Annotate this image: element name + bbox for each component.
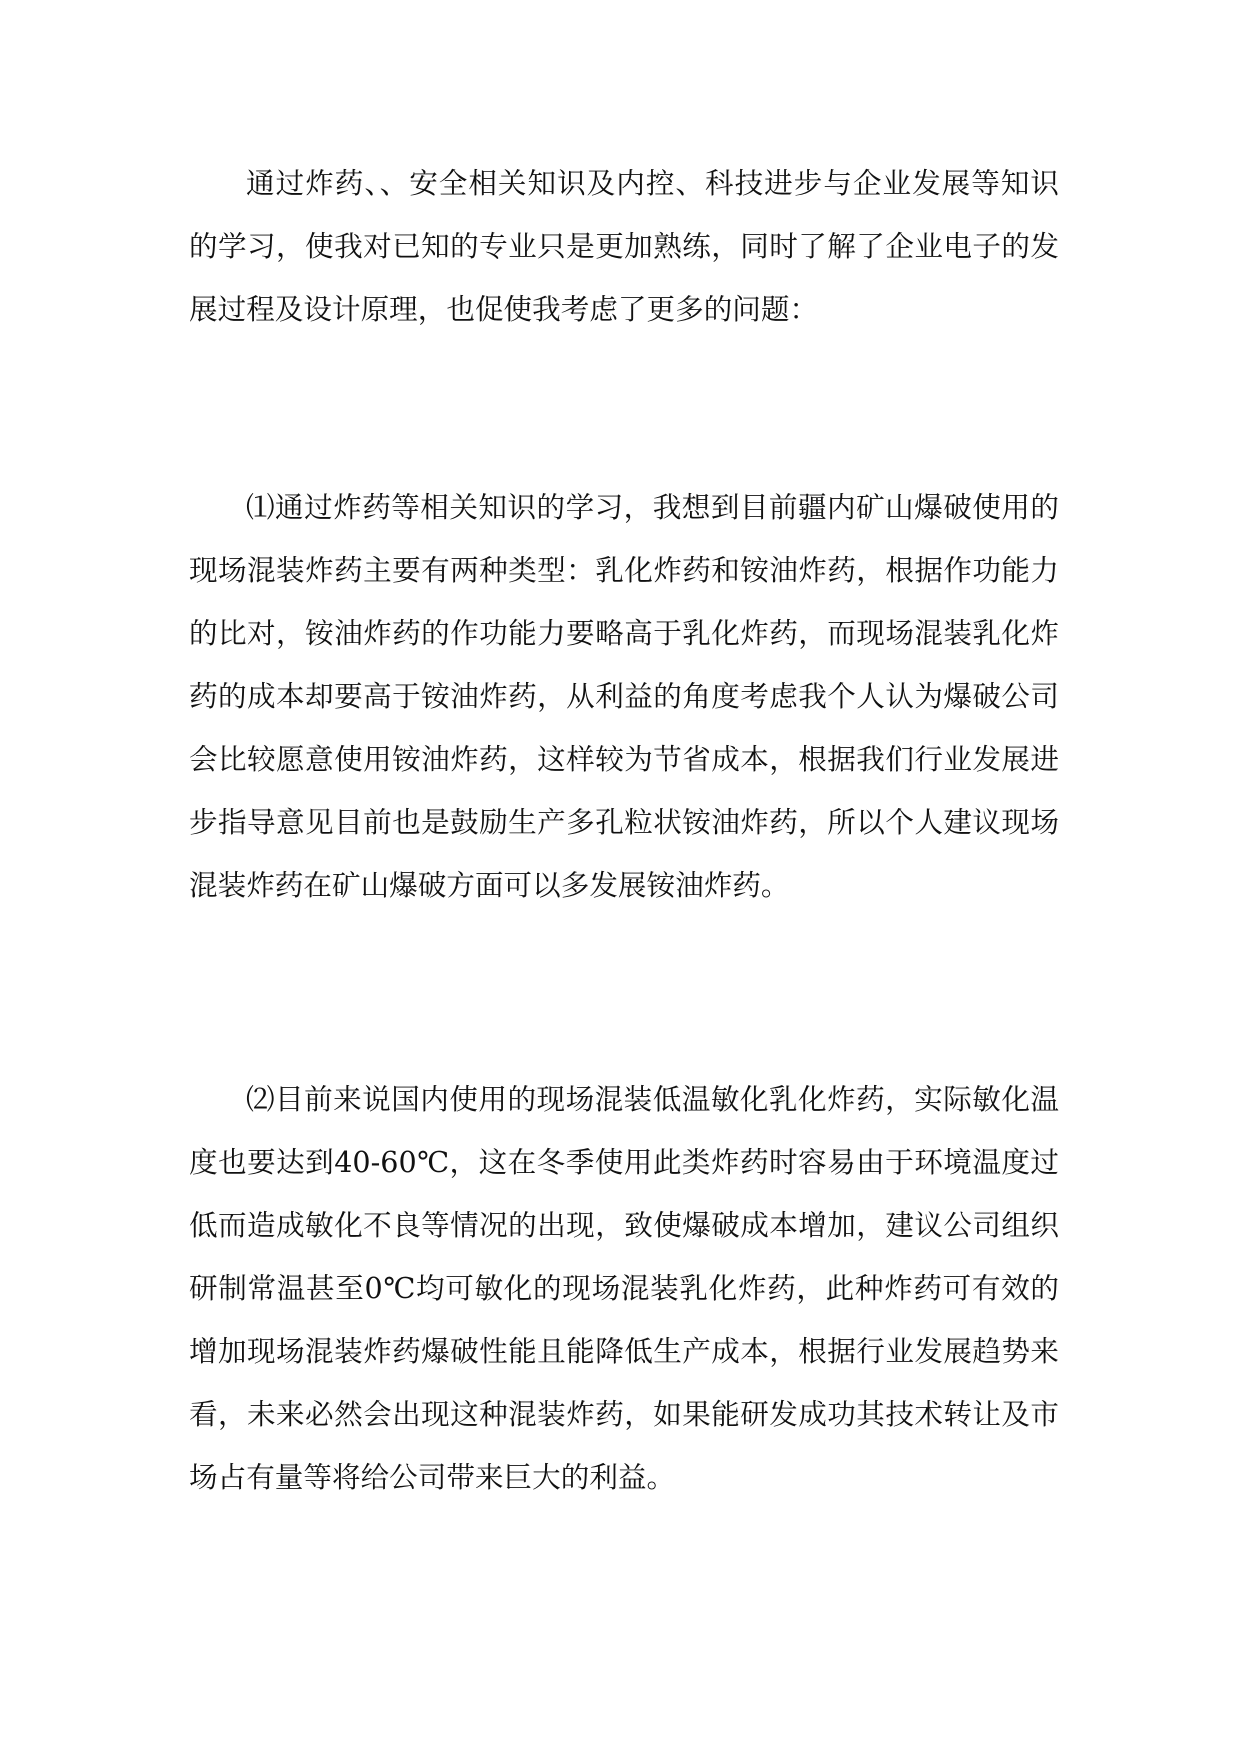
point-2-paragraph: ⑵目前来说国内使用的现场混装低温敏化乳化炸药，实际敏化温度也要达到40-60℃，这在冬季使用此类炸药时容易由于环境温度过低而造成敏化不良等情况的出现，致使爆破成本增加，建议公司组织研制常温甚至0℃均可敏化的现场混装乳化炸药，此种炸药可有效的增加现场混装炸药爆破性能且能降低生产成本，根据行业发展趋势来看，未来必然会出现这种混装炸药，如果能研发成功其技术转让及市场占有量等将给公司带来巨大的利益。 <box>189 1082 1059 1494</box>
intro-paragraph: 通过炸药、、安全相关知识及内控、科技进步与企业发展等知识的学习，使我对已知的专业只是更加熟练，同时了解了企业电子的发展过程及设计原理，也促使我考虑了更多的问题： <box>189 166 1059 326</box>
point-1-paragraph: ⑴通过炸药等相关知识的学习，我想到目前疆内矿山爆破使用的现场混装炸药主要有两种类型：乳化炸药和铵油炸药，根据作功能力的比对，铵油炸药的作功能力要略高于乳化炸药，而现场混装乳化炸药的成本却要高于铵油炸药，从利益的角度考虑我个人认为爆破公司会比较愿意使用铵油炸药，这样较为节省成本，根据我们行业发展进步指导意见目前也是鼓励生产多孔粒状铵油炸药，所以个人建议现场混装炸药在矿山爆破方面可以多发展铵油炸药。 <box>189 490 1059 902</box>
